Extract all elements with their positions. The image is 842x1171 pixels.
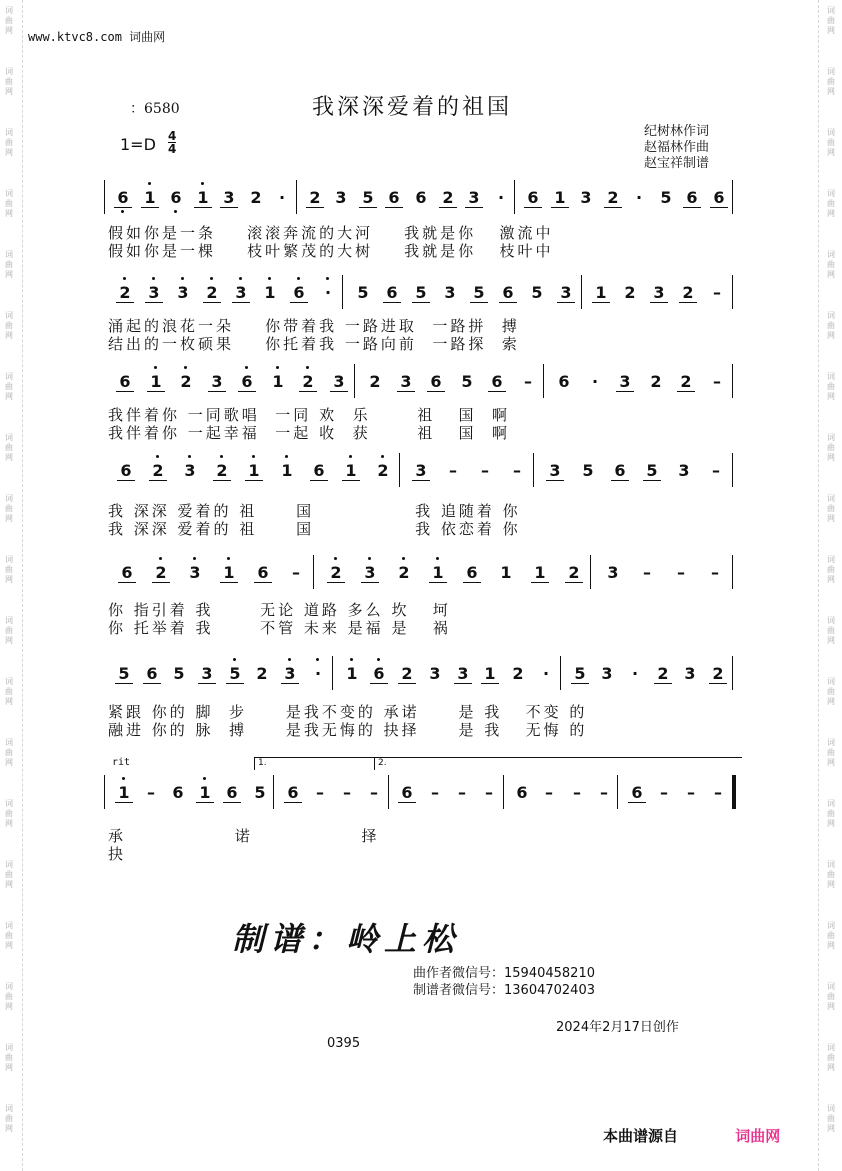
score-note: 3 — [414, 461, 428, 481]
score-note: 5 — [361, 188, 375, 208]
score-note: 2 — [650, 372, 662, 391]
watermark-text: 词曲网 — [827, 128, 835, 157]
song-title: 我深深爱着的祖国 — [312, 95, 513, 120]
score-note: · — [591, 372, 599, 391]
score-note: 3 — [183, 461, 197, 481]
barline — [354, 364, 355, 398]
score-note: – — [292, 563, 300, 582]
score-note: 6 — [372, 664, 386, 684]
score-note: 3 — [559, 283, 573, 303]
watermark-text: 词曲网 — [827, 799, 835, 828]
score-note: 6 — [225, 783, 239, 803]
score-note: 6 — [630, 783, 644, 803]
watermark-text: 词曲网 — [827, 860, 835, 889]
score-note: 3 — [607, 563, 619, 582]
repeat-barline — [388, 775, 389, 809]
score-note: 2 — [656, 664, 670, 684]
score-note: 6 — [312, 461, 326, 481]
score-note: 5 — [173, 664, 185, 683]
score-note: 5 — [645, 461, 659, 481]
score-note: 5 — [531, 283, 543, 302]
score-note: 6 — [292, 283, 306, 303]
barline — [514, 180, 515, 214]
score-note: 3 — [283, 664, 297, 684]
score-note: 2 — [179, 372, 193, 392]
score-note: – — [485, 783, 493, 802]
score-note: – — [643, 563, 651, 582]
source-site[interactable]: 词曲网 — [735, 1127, 781, 1145]
score-note: · — [631, 664, 639, 683]
score-note: 5 — [357, 283, 369, 302]
score-note: 3 — [234, 283, 248, 303]
score-note: – — [714, 783, 722, 802]
page-code: 0395 — [327, 1036, 361, 1051]
score-note: – — [677, 563, 685, 582]
score-note: 1 — [247, 461, 261, 481]
score-note: – — [660, 783, 668, 802]
watermark-text: 词曲网 — [5, 372, 13, 401]
lyric-line: 紧跟 你的 脚 步 是我不变的 承诺 是 我 不变 的 — [108, 703, 588, 721]
watermark-text: 词曲网 — [827, 189, 835, 218]
score-note: · — [497, 188, 505, 207]
score-note: 6 — [526, 188, 540, 208]
score-note: 6 — [685, 188, 699, 208]
barline — [399, 453, 400, 487]
lyric-line: 结出的一枚硕果 你托着我 一路向前 一路探 索 — [108, 335, 520, 353]
second-ending — [374, 757, 742, 770]
score-note: 1 — [280, 461, 294, 481]
score-note: 3 — [684, 664, 696, 683]
score-row — [0, 372, 842, 402]
barline — [732, 656, 733, 690]
barline — [590, 555, 591, 589]
score-note: 6 — [119, 461, 133, 481]
barline — [543, 364, 544, 398]
score-note: 6 — [415, 188, 427, 207]
score-note: 1 — [483, 664, 497, 684]
score-note: 2 — [400, 664, 414, 684]
barline — [560, 656, 561, 690]
score-note: 1 — [344, 461, 358, 481]
score-note: 1 — [263, 283, 277, 303]
score-note: 6 — [286, 783, 300, 803]
score-note: 6 — [501, 283, 515, 303]
score-note: 6 — [145, 664, 159, 684]
score-note: 5 — [414, 283, 428, 303]
score-note: 2 — [376, 461, 390, 481]
score-note: 2 — [329, 563, 343, 583]
watermark-text: 词曲网 — [5, 921, 13, 950]
score-note: 6 — [429, 372, 443, 392]
site-header[interactable] — [28, 28, 165, 45]
watermark-text: 词曲网 — [827, 1104, 835, 1133]
watermark-text: 词曲网 — [5, 738, 13, 767]
time-top: 4 — [168, 129, 177, 143]
first-ending-label: 1. — [258, 758, 267, 768]
score-note: · — [635, 188, 643, 207]
score-note: – — [713, 372, 721, 391]
score-note: 1 — [500, 563, 512, 582]
barline — [273, 775, 274, 809]
barline — [104, 180, 105, 214]
score-note: 3 — [222, 188, 236, 208]
score-note: 6 — [256, 563, 270, 583]
score-note: 5 — [660, 188, 672, 207]
score-note: 6 — [169, 188, 183, 208]
barline — [732, 275, 733, 309]
score-note: 6 — [387, 188, 401, 208]
watermark-text: 词曲网 — [5, 799, 13, 828]
score-note: 3 — [335, 188, 347, 207]
barline — [732, 555, 733, 589]
score-note: · — [542, 664, 550, 683]
lyric-line: 我伴着你 一同歌唱 一同 欢 乐 祖 国 啊 — [108, 406, 511, 424]
score-note: 1 — [594, 283, 608, 303]
score-note: 2 — [441, 188, 455, 208]
score-note: 1 — [149, 372, 163, 392]
watermark-text: 词曲网 — [5, 677, 13, 706]
score-row — [0, 783, 842, 813]
score-note: – — [712, 461, 720, 480]
score-note: 6 — [558, 372, 570, 391]
score-note: 2 — [681, 283, 695, 303]
watermark-text: 词曲网 — [827, 311, 835, 340]
score-note: 1 — [198, 783, 212, 803]
score-note: 2 — [301, 372, 315, 392]
lyric-line: 我 深深 爱着的 祖 国 我 追随着 你 — [108, 502, 521, 520]
time-bottom: 4 — [168, 142, 177, 156]
score-note: 2 — [151, 461, 165, 481]
lyric-line: 承 诺 择 — [108, 827, 380, 845]
score-note: 6 — [120, 563, 134, 583]
score-note: 5 — [573, 664, 587, 684]
watermark-text: 词曲网 — [827, 738, 835, 767]
watermark-text: 词曲网 — [5, 311, 13, 340]
score-note: 3 — [601, 664, 613, 683]
score-note: 5 — [228, 664, 242, 684]
barline — [533, 453, 534, 487]
score-note: 6 — [712, 188, 726, 208]
score-note: 2 — [567, 563, 581, 583]
lyric-line: 假如你是一棵 枝叶繁茂的大树 我就是你 枝叶中 — [108, 242, 554, 260]
watermark-text: 词曲网 — [827, 616, 835, 645]
score-note: 2 — [711, 664, 725, 684]
score-note: 3 — [456, 664, 470, 684]
score-note: 2 — [679, 372, 693, 392]
score-note: 6 — [116, 188, 130, 208]
barline — [342, 275, 343, 309]
source-label: 本曲谱源自 — [603, 1127, 679, 1145]
score-note: 5 — [472, 283, 486, 303]
watermark-text: 词曲网 — [827, 494, 835, 523]
score-note: – — [343, 783, 351, 802]
score-note: 3 — [618, 372, 632, 392]
first-ending — [254, 757, 374, 770]
score-note: 2 — [512, 664, 524, 683]
watermark-text: 词曲网 — [827, 1043, 835, 1072]
score-note: 1 — [196, 188, 210, 208]
score-note: 1 — [143, 188, 157, 208]
score-note: 6 — [400, 783, 414, 803]
score-row — [0, 461, 842, 491]
barline — [332, 656, 333, 690]
score-note: 1 — [553, 188, 567, 208]
score-note: 3 — [580, 188, 592, 207]
score-note: 1 — [271, 372, 285, 392]
score-note: 5 — [461, 372, 473, 391]
score-note: 2 — [369, 372, 381, 391]
watermark-text: 词曲网 — [5, 860, 13, 889]
score-note: 1 — [222, 563, 236, 583]
barline — [732, 180, 733, 214]
score-note: 3 — [200, 664, 214, 684]
site-name[interactable]: 词曲网 — [129, 30, 166, 44]
score-note: 2 — [624, 283, 636, 302]
score-row — [0, 188, 842, 218]
watermark-text: 词曲网 — [5, 67, 13, 96]
barline — [617, 775, 618, 809]
rit-marking: rit — [112, 757, 131, 768]
final-barline — [732, 775, 736, 809]
score-note: 3 — [548, 461, 562, 481]
score-note: – — [431, 783, 439, 802]
score-note: – — [481, 461, 489, 480]
score-note: 1 — [533, 563, 547, 583]
watermark-text: 词曲网 — [827, 372, 835, 401]
score-note: 5 — [254, 783, 266, 802]
score-note: · — [321, 283, 335, 303]
lyric-line: 抉 — [108, 845, 127, 863]
watermark-text: 词曲网 — [5, 982, 13, 1011]
credits — [644, 124, 709, 172]
lyric-line: 我伴着你 一起幸福 一起 收 获 祖 国 啊 — [108, 424, 511, 442]
score-note: · — [311, 664, 325, 684]
site-url[interactable]: www.ktvc8.com — [28, 30, 122, 44]
barline — [581, 275, 582, 309]
score-note: 1 — [431, 563, 445, 583]
arranger-credit: 赵宝祥制谱 — [644, 156, 710, 171]
score-note: – — [513, 461, 521, 480]
watermark-text: 词曲网 — [5, 494, 13, 523]
source-footer[interactable] — [603, 1125, 780, 1146]
score-note: 2 — [397, 563, 411, 583]
score-note: 6 — [490, 372, 504, 392]
wechat-arranger: 制谱者微信号：13604702403 — [413, 983, 595, 998]
score-note: 3 — [332, 372, 346, 392]
lyric-line: 你 托举着 我 不管 未来 是福 是 祸 — [108, 619, 451, 637]
score-note: 5 — [117, 664, 131, 684]
score-note: – — [370, 783, 378, 802]
score-note: – — [449, 461, 457, 480]
lyricist-credit: 纪树林作词 — [644, 124, 710, 139]
score-note: – — [524, 372, 532, 391]
watermark-text: 词曲网 — [5, 555, 13, 584]
score-note: 3 — [363, 563, 377, 583]
score-note: 3 — [444, 283, 456, 302]
score-note: 6 — [118, 372, 132, 392]
score-note: 3 — [652, 283, 666, 303]
watermark-text: 词曲网 — [827, 433, 835, 462]
barline — [313, 555, 314, 589]
score-note: – — [573, 783, 581, 802]
lyric-line: 你 指引着 我 无论 道路 多么 坎 坷 — [108, 601, 451, 619]
barline — [104, 775, 105, 809]
score-note: 3 — [188, 563, 202, 583]
score-note: 2 — [606, 188, 620, 208]
score-note: 1 — [345, 664, 359, 684]
score-row — [0, 283, 842, 313]
watermark-text: 词曲网 — [5, 189, 13, 218]
score-note: 2 — [118, 283, 132, 303]
watermark-text: 词曲网 — [827, 6, 835, 35]
watermark-text: 词曲网 — [827, 982, 835, 1011]
score-note: 3 — [467, 188, 481, 208]
watermark-text: 词曲网 — [827, 677, 835, 706]
score-note: 2 — [215, 461, 229, 481]
key-label: 1=D — [120, 135, 156, 154]
composer-credit: 赵福林作曲 — [644, 140, 710, 155]
key-signature — [120, 135, 156, 154]
score-note: 2 — [205, 283, 219, 303]
score-note: 6 — [240, 372, 254, 392]
score-note: – — [147, 783, 155, 802]
score-note: 3 — [399, 372, 413, 392]
watermark-text: 词曲网 — [5, 616, 13, 645]
time-signature — [168, 130, 176, 155]
score-row — [0, 563, 842, 593]
barline — [732, 364, 733, 398]
score-note: 2 — [308, 188, 322, 208]
watermark-text: 词曲网 — [5, 6, 13, 35]
score-note: – — [316, 783, 324, 802]
watermark-text: 词曲网 — [5, 250, 13, 279]
song-number: ：6580 — [130, 101, 180, 117]
signature: 制谱：岭上松 — [232, 920, 461, 958]
watermark-text: 词曲网 — [827, 67, 835, 96]
score-note: 2 — [250, 188, 262, 207]
barline — [503, 775, 504, 809]
barline — [732, 453, 733, 487]
score-note: 2 — [256, 664, 268, 683]
lyric-line: 涌起的浪花一朵 你带着我 一路进取 一路拼 搏 — [108, 317, 520, 335]
watermark-text: 词曲网 — [827, 555, 835, 584]
creation-date: 2024年2月17日创作 — [556, 1020, 679, 1035]
score-note: 5 — [582, 461, 594, 480]
barline — [296, 180, 297, 214]
watermark-text: 词曲网 — [5, 1104, 13, 1133]
score-note: – — [545, 783, 553, 802]
score-note: – — [687, 783, 695, 802]
lyric-line: 假如你是一条 滚滚奔流的大河 我就是你 激流中 — [108, 224, 554, 242]
wechat-composer: 曲作者微信号：15940458210 — [413, 966, 595, 981]
score-note: 6 — [172, 783, 184, 802]
score-note: 2 — [154, 563, 168, 583]
score-note: 3 — [429, 664, 441, 683]
score-note: 6 — [465, 563, 479, 583]
score-row — [0, 664, 842, 694]
watermark-text: 词曲网 — [5, 128, 13, 157]
score-note: 1 — [117, 783, 131, 803]
score-note: 3 — [147, 283, 161, 303]
score-note: 6 — [516, 783, 528, 802]
watermark-text: 词曲网 — [827, 250, 835, 279]
watermark-text: 词曲网 — [5, 1043, 13, 1072]
second-ending-label: 2. — [378, 758, 387, 768]
score-note: – — [711, 563, 719, 582]
lyric-line: 融进 你的 脉 搏 是我无悔的 抉择 是 我 无悔 的 — [108, 721, 588, 739]
score-note: – — [458, 783, 466, 802]
score-note: 6 — [613, 461, 627, 481]
score-note: 3 — [210, 372, 224, 392]
score-note: 6 — [385, 283, 399, 303]
score-note: 3 — [176, 283, 190, 303]
lyric-line: 我 深深 爱着的 祖 国 我 依恋着 你 — [108, 520, 521, 538]
score-note: · — [278, 188, 286, 207]
watermark-text: 词曲网 — [5, 433, 13, 462]
score-note: – — [713, 283, 721, 302]
score-note: – — [600, 783, 608, 802]
watermark-text: 词曲网 — [827, 921, 835, 950]
score-note: 3 — [678, 461, 690, 480]
